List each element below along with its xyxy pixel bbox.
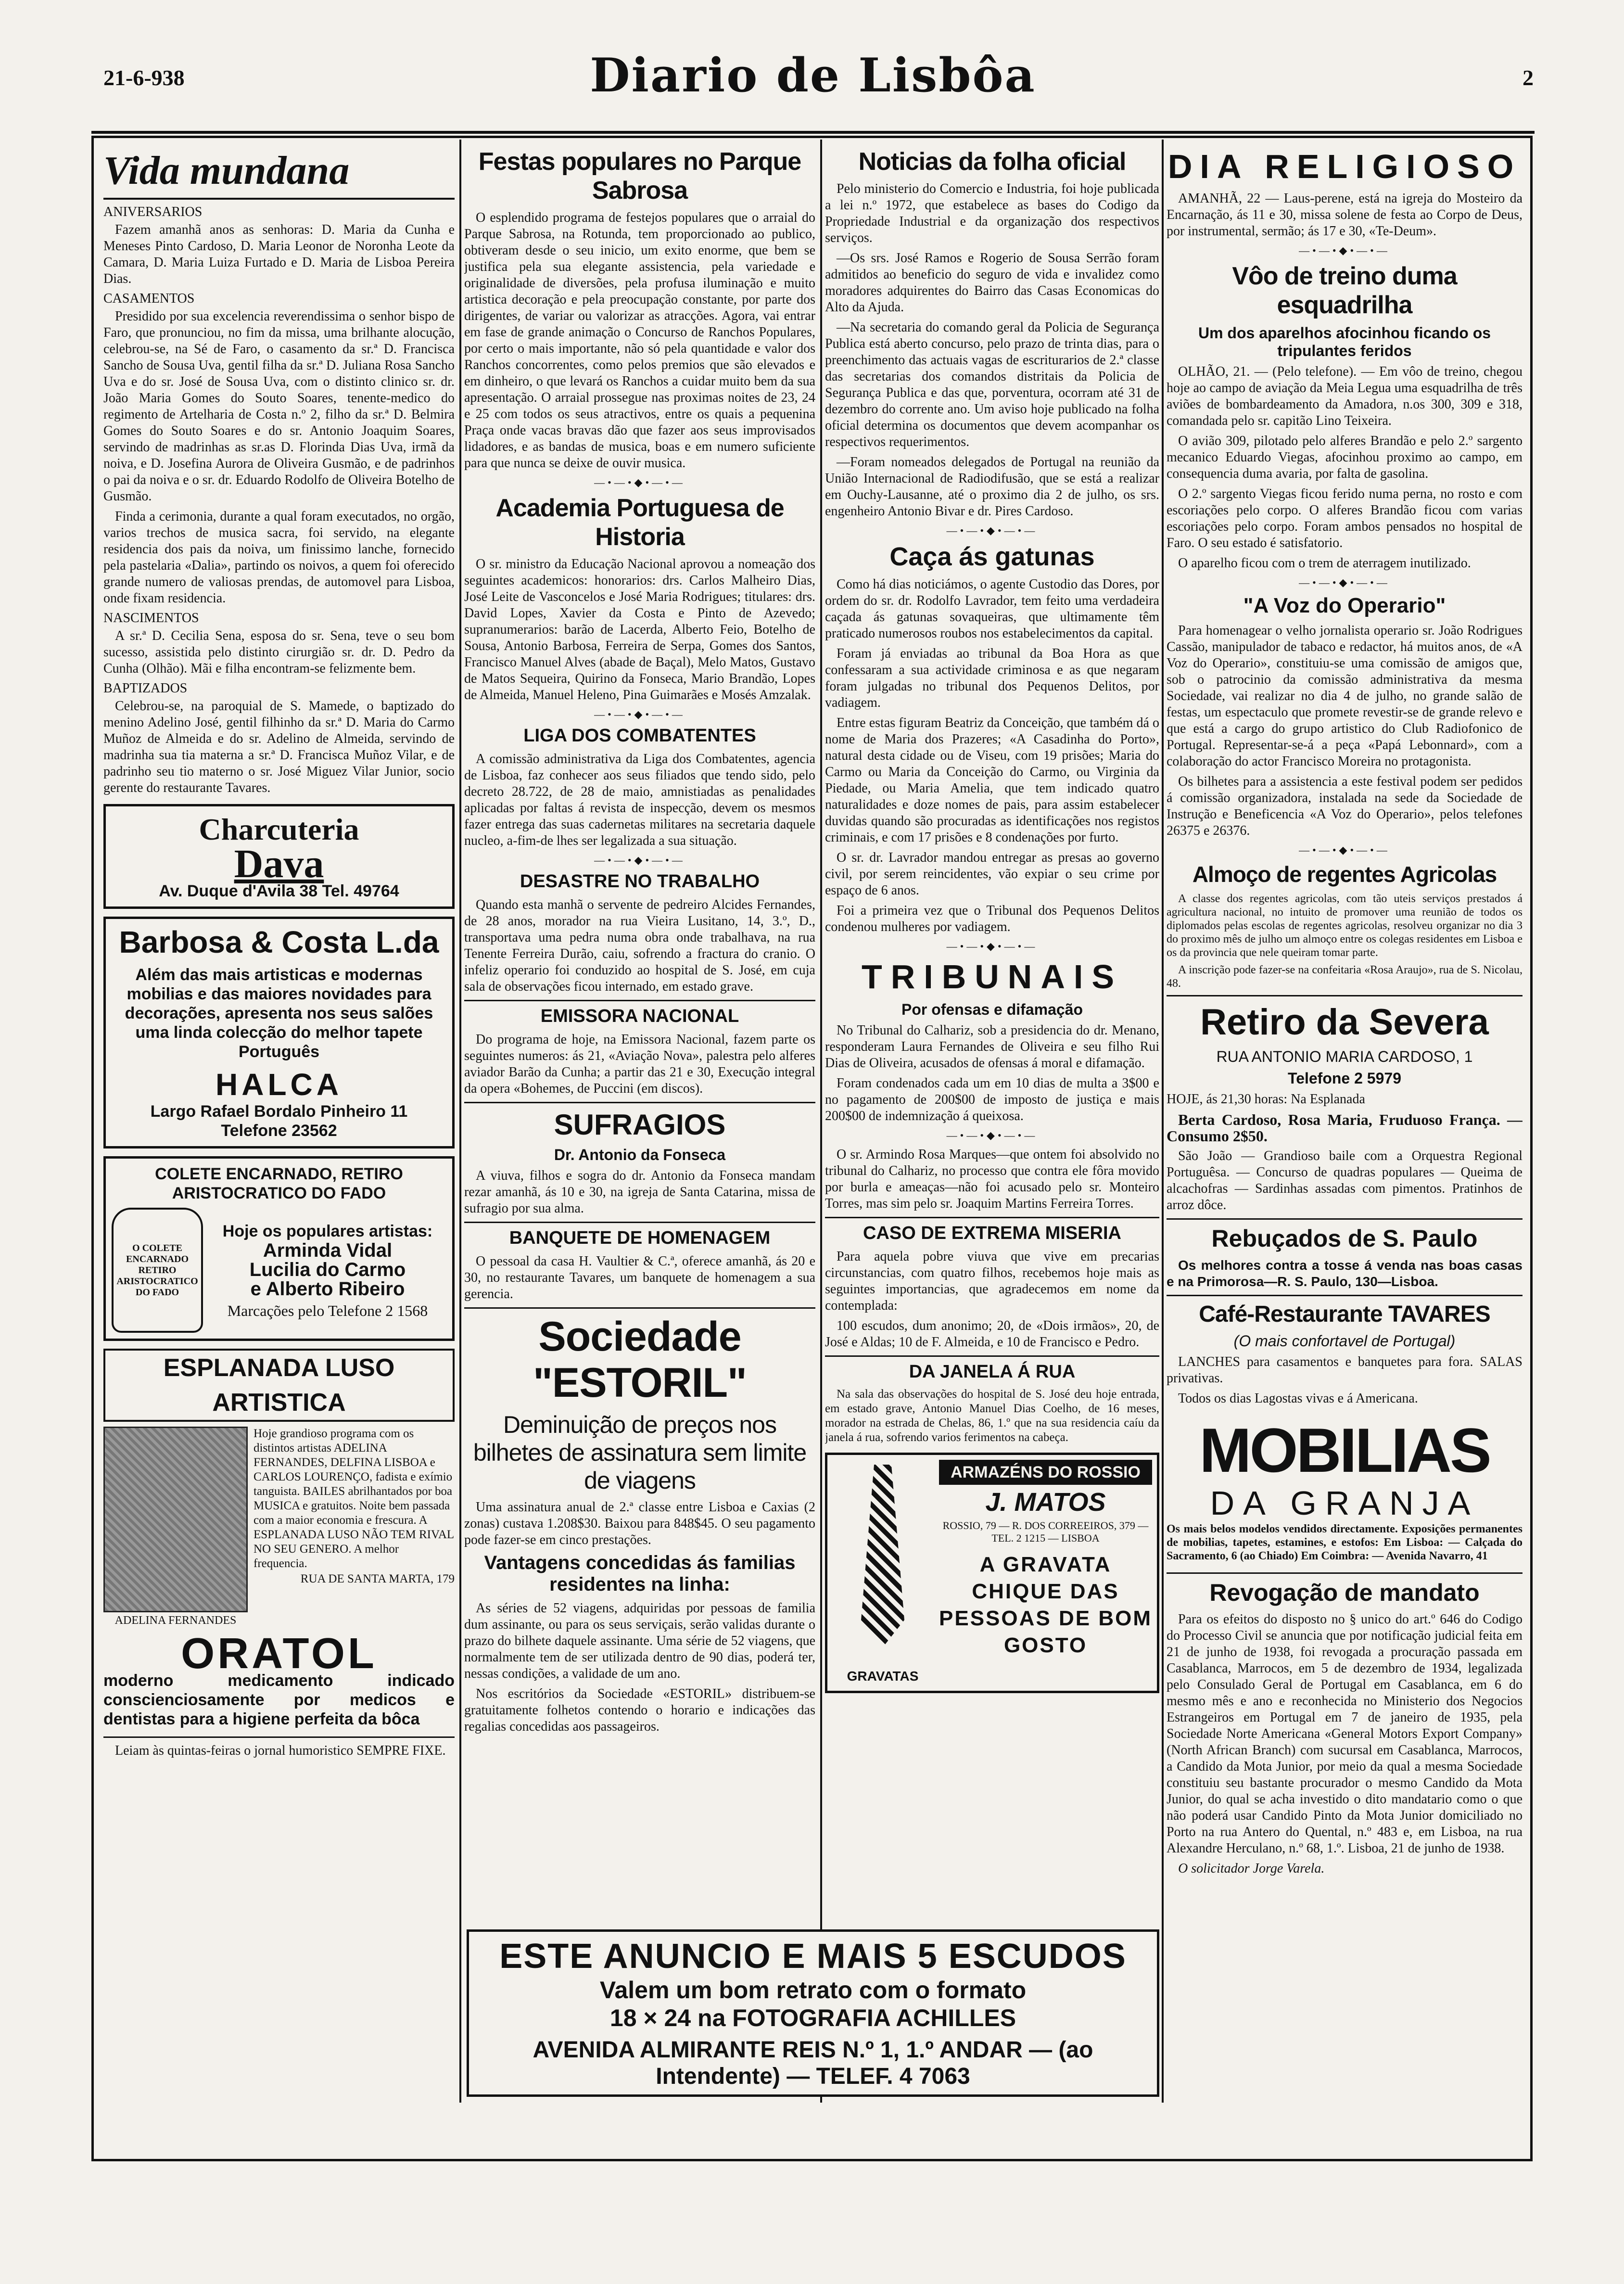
article-text: Presidido por sua excelencia reverendissima o senhor bispo de Faro, que pronunciou, no fim da missa, uma brilhante alocução, celebrou-se, na Sé de Faro, o casamento da sr.ª D. Francisca Sancho de Sousa Uva, gentil filha da sr.ª D. Juliana Rosa Sancho Uva e do sr. José de Sousa Uva, com o distinto clinico sr. dr. João Maria Gomes do Souto Soares, tenente-medico do regimento de Artelharia de Costa n.º 2, filho da sr.ª D. Belmira Gomes do Souto Soares e do sr. Antonio Joaquim Soares, servindo de madrinhas as sr.as D. Florinda Dias Uva, irmã da noiva, e D. Josefina Aurora de Oliveira Gusmão, e de padrinhos o pai da noiva e o sr. dr. Eduardo Rodolfo de Oliveira Botelho de Gusmão. — [103, 309, 455, 504]
signature-text: O solicitador Jorge Varela. — [1178, 1861, 1325, 1876]
ornament-divider: —•—•◆•—•— — [594, 708, 685, 720]
divider — [464, 1000, 815, 1001]
masthead-title: Diario de Lisbôa — [590, 48, 1036, 102]
ad-title: Café-Restaurante TAVARES — [1199, 1301, 1490, 1327]
article-text: 100 escudos, dum anonimo; 20, de «Dois irmãos», 20, de José e Aldas; 10 de F. Almeida, e 10 de Francisco e Pedro. — [825, 1318, 1159, 1350]
article-text: Para os efeitos do disposto no § unico do art.º 646 do Codigo do Processo Civil se anuncia que por notificação judicial feita em 21 de junho de 1938, foi revogada a procuração passada em Casablanca, Marrocos, em 5 de dezembro de 1934, legalizada pelo Consulado Geral de Portugal em Casablanca, em 6 do mesmo mês e ano e reconhecida no Ministerio dos Negocios Estrangeiros em Portugal em 7 de janeiro de 1935, pela Sociedade Norte Americana «General Motors Export Company» (North African Branch) com sucursal em Casablanca, Marrocos, a Candido da Mota Junior, por meio da qual a mesma Sociedade constituiu seu bastante procurador o mesmo Candido da Mota Junior, do qual se acha investido o dito mandatario como o que não poderá usar Candido Pinto da Mota Junior domiciliado no Porto na rua Antero do Quental, n.º 483 e, em Lisboa, na rua Alexandre Herculano, n.º 68, 1.º. Lisboa, 21 de junho de 1938. — [1167, 1612, 1522, 1856]
article-title: Caça ás gatunas — [889, 542, 1095, 571]
article-subtitle: Um dos aparelhos afocinhou ficando os tripulantes feridos — [1198, 324, 1491, 359]
article-text: Celebrou-se, na paroquial de S. Mamede, o baptizado do menino Adelino José, gentil filhinho da sr.ª D. Maria do Carmo Muñoz de Almeida e do sr. Adelino de Almeida, servindo de madrinha sua tia materna a sr.ª D. Francisca Muñoz Vilar, e de padrinho seu tio materno o sr. José Miguez Vilar Junior, socio gerente do restaurante Tavares. — [103, 699, 455, 795]
section-heading: CASAMENTOS — [103, 291, 195, 306]
article-title: EMISSORA NACIONAL — [540, 1006, 739, 1026]
ad-text: São João — Grandioso baile com a Orquestra Regional Portuguêsa. — Concurso de quadras populares — Queima de alcachofras — Sardinhas assadas com pimentos. Pratinhos de arroz dôce. — [1167, 1148, 1522, 1212]
article-text: —Os srs. José Ramos e Rogerio de Sousa Serrão foram admitidos ao beneficio do seguro de vida e invalidez como moradores adquirentes do Bairro das Casas Economicas do Alto da Ajuda. — [825, 251, 1159, 315]
article-text: Do programa de hoje, na Emissora Nacional, fazem parte os seguintes numeros: ás 21, «Aviação Nova», palestra pelo alferes aviador Barão da Cunha; a partir das 21 e 30, Execução integral da opera «Bohemes, de Puccini (em discos). — [464, 1032, 815, 1096]
ad-brand: HALCA — [216, 1067, 343, 1102]
ad-title: Barbosa & Costa L.da — [119, 925, 439, 959]
ad-text: Os melhores contra a tosse á venda nas boas casas e na Primorosa—R. S. Paulo, 130—Lisboa. — [1167, 1258, 1522, 1289]
article-text: Finda a cerimonia, durante a qual foram executados, no orgão, varios trechos de musica sacra, foi servido, na elegante residencia dos pais da noiva, um finissimo lanche, fornecido pela pastelaria «Dalia», partindo os noivos, a quem foi oferecido grande numero de valiosas prendas, de automovel para Lisboa, onde fixam residencia. — [103, 509, 455, 606]
photo-caption: ADELINA FERNANDES — [114, 1614, 237, 1627]
article-text: Fazem amanhã anos as senhoras: D. Maria da Cunha e Meneses Pinto Cardoso, D. Maria Leonor de Noronha Leote da Camara, D. Maria Luiza Furtado e D. Maria de Lisboa Pereira Dias. — [103, 222, 455, 286]
ad-charcuteria — [103, 804, 455, 909]
column-divider — [459, 140, 461, 2103]
column-divider — [1162, 140, 1164, 2103]
article-text: Na sala das observações do hospital de S. José deu hoje entrada, em estado grave, Antonio Manuel Dias Coelho, de 16 meses, morador na estrada de Chelas, 86, 1.º que na sua residencia caíu da janela á rua, sofrendo varios ferimentos na cabeça. — [825, 1388, 1159, 1444]
ad-title: ORATOL — [181, 1630, 377, 1678]
ad-title: Rebuçados de S. Paulo — [1211, 1225, 1478, 1252]
ornament-divider: —•—•◆•—•— — [1299, 576, 1390, 588]
column-4 — [1167, 144, 1522, 2144]
ornament-divider: —•—•◆•—•— — [946, 524, 1038, 536]
ad-phone: Telefone 23562 — [221, 1122, 337, 1140]
article-text: A viuva, filhos e sogra do dr. Antonio da Fonseca mandam rezar amanhã, ás 10 e 30, na igreja de Santa Catarina, missa de sufragio por sua alma. — [464, 1168, 815, 1216]
article-title: Revogação de mandato — [1209, 1579, 1480, 1606]
divider — [103, 1736, 455, 1738]
article-title: Vôo de treino duma esquadrilha — [1232, 262, 1457, 319]
article-text: O sr. dr. Lavrador mandou entregar as presas ao governo civil, por serem reincidentes, vão expiar o seu crime por espaço de 6 anos. — [825, 850, 1159, 898]
article-text: O sr. ministro da Educação Nacional aprovou a nomeação dos seguintes academicos: honorarios: drs. Carlos Malheiro Dias, José Leite de Vasconcelos e José Maria Rodrigues; titulares: drs. David Lopes, Xavier da Costa e Pinto de Azevedo; supranumerarios: barão de Lacerda, Alberto Feio, Botelho de Sousa, Antonio Barbosa, Ferreira de Serpa, Gomes dos Santos, Francisco Manuel Alves (abade de Baçal), Melo Matos, Gustavo de Matos Sequeira, Quirino da Fonseca, Mario Brandão, Lopes de Almeida, Manuel Heleno, Pina Guimarães e Mosés Amzalak. — [464, 557, 815, 702]
ad-text: Além das mais artisticas e modernas mobilias e das maiores novidades para decorações, apresenta nos seus salões uma linda colecção do melhor tapete Português — [125, 966, 433, 1061]
ad-title: COLETE ENCARNADO, RETIRO ARISTOCRATICO DO FADO — [155, 1165, 403, 1202]
article-text: O pessoal da casa H. Vaultier & C.ª, oferece amanhã, ás 20 e 30, no restaurante Tavares, um banquete de homenagem a sua gerencia. — [464, 1254, 815, 1301]
ad-text: LANCHES para casamentos e banquetes para fora. SALAS privativas. — [1167, 1354, 1522, 1386]
ad-address: AVENIDA ALMIRANTE REIS N.º 1, 1.º ANDAR — (ao Intendente) — TELEF. 4 7063 — [533, 2037, 1093, 2089]
section-heading: NASCIMENTOS — [103, 611, 199, 625]
article-title: DIA RELIGIOSO — [1167, 148, 1522, 185]
article-text: Para aquela pobre viuva que vive em precarias circunstancias, com quatro filhos, recebemos hoje mais as seguintes importancias, que agradecemos em nome da contemplada: — [825, 1249, 1159, 1313]
ad-armazens — [825, 1453, 1159, 1693]
ad-artist: Lucilia do Carmo — [249, 1259, 406, 1280]
article-text: O aparelho ficou com o trem de aterragem inutilizado. — [1178, 556, 1471, 571]
article-title: "A Voz do Operario" — [1243, 594, 1446, 617]
ad-oratol — [103, 1630, 455, 1729]
article-text: Foi a primeira vez que o Tribunal dos Pequenos Delitos condenou mulheres por vadiagem. — [825, 903, 1159, 934]
divider — [464, 1307, 815, 1309]
ad-text: Hoje grandioso programa com os distintos artistas ADELINA FERNANDES, DELFINA LISBOA e CARLOS LOURENÇO, fadista e exímio tanguista. BAILES abrilhantados por boa MUSICA e gratuitos. Noite bem passada com a maior economia e frescura. A ESPLANADA LUSO NÃO TEM RIVAL NO SEU GENERO. A melhor frequencia. — [254, 1427, 454, 1570]
divider — [1167, 995, 1522, 996]
article-text: OLHÃO, 21. — (Pelo telefone). — Em vôo de treino, chegou hoje ao campo de aviação da Meia Legua uma esquadrilha de três aviões de bombardeamento da Amadora, n.os 300, 309 e 318, comandada pelo sr. capitão Lino Teixeira. — [1167, 364, 1522, 428]
ad-text: HOJE, ás 21,30 horas: Na Esplanada — [1167, 1092, 1365, 1107]
article-title: SUFRAGIOS — [554, 1109, 726, 1141]
colete-logo: O COLETE ENCARNADO RETIRO ARISTOCRATICO DO FADO — [112, 1208, 203, 1333]
column-2 — [464, 144, 815, 2144]
artist-photo — [103, 1427, 248, 1612]
divider — [825, 1217, 1159, 1218]
article-title: LIGA DOS COMBATENTES — [523, 726, 756, 746]
ad-text: Berta Cardoso, Rosa Maria, Fruduoso França. — Consumo 2$50. — [1167, 1111, 1522, 1145]
section-heading: ANIVERSARIOS — [103, 204, 203, 219]
article-title: TRIBUNAIS — [861, 958, 1123, 995]
article-text: Foram condenados cada um em 10 dias de multa a 3$00 e no pagamento de 200$00 de imposto de justiça e mais 200$00 de indemnização á queixosa. — [825, 1076, 1159, 1123]
ad-mobilias — [1167, 1416, 1522, 1563]
divider — [464, 1222, 815, 1223]
ad-title: Charcuteria — [199, 812, 359, 846]
divider — [464, 1102, 815, 1103]
ad-address: Av. Duque d'Avila 38 Tel. 49764 — [159, 882, 399, 900]
article-text: Pelo ministerio do Comercio e Industria, foi hoje publicada a lei n.º 1972, que estabelece as bases do Codigo da Propriedade Industrial e da organização dos respectivos serviços. — [825, 181, 1159, 245]
ad-artist: Arminda Vidal — [263, 1240, 393, 1261]
article-text: AMANHÃ, 22 — Laus-perene, está na igreja do Mosteiro da Encarnação, ás 11 e 30, missa solene de festa ao Corpo de Deus, por instrumental, sermão; ás 17 e 30, «Te-Deum». — [1167, 191, 1522, 239]
ad-text: As séries de 52 viagens, adquiridas por pessoas de familia dum assinante, ou para os seus serviçais, serão validas durante o prazo do bilhete daquele assinante. Uma série de 52 viagens, que normalmente tem de ser utilizada dentro de 90 dias, poderá ter, nessas condições, a validade de um ano. — [464, 1601, 815, 1681]
article-title: Academia Portuguesa de Historia — [495, 494, 784, 551]
article-text: Como há dias noticiámos, o agente Custodio das Dores, por ordem do sr. dr. Rodolfo Lavrador, tem feito uma verdadeira caçada ás gatunas sovaqueiras, que ultimamente têm praticado numerosos roubos nos estabelecimentos da capital. — [825, 577, 1159, 641]
divider — [1167, 1218, 1522, 1220]
article-title: Vida mundana — [103, 147, 455, 200]
ornament-divider: —•—•◆•—•— — [594, 476, 685, 488]
ad-barbosa — [103, 917, 455, 1148]
divider — [1167, 1572, 1522, 1574]
article-text: O avião 309, pilotado pelo alferes Brandão e pelo 2.º sargento mecanico Eduardo Viegas, afocinhou proximo ao campo, em consequencia duma avaria, por falta de gasolina. — [1167, 434, 1522, 481]
ad-title: Dava — [234, 842, 324, 886]
notice-text: Leiam às quintas-feiras o jornal humoristico SEMPRE FIXE. — [115, 1743, 446, 1758]
article-text: A sr.ª D. Cecilia Sena, esposa do sr. Sena, teve o seu bom sucesso, assistida pelo distinto cirurgião sr. dr. D. Pedro da Cunha (Olhão). Mãi e filha encontram-se felizmente bem. — [103, 628, 455, 676]
ad-text: moderno medicamento indicado conscienciosamente por medicos e dentistas para a higiene perfeita da bôca — [103, 1672, 455, 1728]
ad-title: ESTE ANUNCIO E MAIS 5 ESCUDOS — [499, 1937, 1127, 1976]
tie-illustration — [832, 1460, 933, 1686]
article-text: Foram já enviadas ao tribunal da Boa Hora as que confessaram a sua actividade criminosa e as que negaram foram julgadas no tribunal dos Pequenos Delitos, por vadiagem. — [825, 646, 1159, 710]
ad-subtitle: (O mais confortavel de Portugal) — [1233, 1332, 1456, 1350]
article-title: BANQUETE DE HOMENAGEM — [509, 1228, 771, 1248]
article-title: DA JANELA Á RUA — [909, 1362, 1076, 1382]
ad-phone: Telefone 2 5979 — [1288, 1070, 1401, 1087]
ad-esplanada — [103, 1349, 455, 1629]
article-title: CASO DE EXTREMA MISERIA — [863, 1223, 1121, 1243]
ad-phone: Marcações pelo Telefone 2 1568 — [227, 1302, 428, 1319]
ad-title: ARMAZÉNS DO ROSSIO — [939, 1460, 1152, 1485]
ad-address: ROSSIO, 79 — R. DOS CORREEIROS, 379 — TEL. 2 1215 — LISBOA — [942, 1519, 1149, 1544]
article-text: O sr. Armindo Rosa Marques—que ontem foi absolvido no tribunal do Calhariz, no processo que contra ele fôra movido por burla e ameaças—não foi acusado pelo sr. Monteiro Torres, mas sim pelo sr. Joaquim Martins Ferreira Torres. — [825, 1147, 1159, 1211]
article-text: No Tribunal do Calhariz, sob a presidencia do dr. Menano, responderam Laura Fernandes de Oliveira e seu filho Rui Dias de Oliveira, acusados de ofensas á moral e difamação. — [825, 1023, 1159, 1071]
ornament-divider: —•—•◆•—•— — [594, 854, 685, 866]
ornament-divider: —•—•◆•—•— — [1299, 844, 1390, 856]
ornament-divider: —•—•◆•—•— — [946, 940, 1038, 952]
article-title: Almoço de regentes Agricolas — [1192, 862, 1497, 887]
ad-title: Sociedade "ESTORIL" — [533, 1314, 747, 1406]
ad-slogan: A GRAVATA CHIQUE DAS PESSOAS DE BOM GOSTO — [939, 1553, 1152, 1657]
header-rule — [91, 131, 1535, 134]
ad-title: Retiro da Severa — [1200, 1002, 1489, 1043]
article-text: Quando esta manhã o servente de pedreiro Alcides Fernandes, de 28 anos, morador na rua Vieira Lusitano, 14, 3.º, D., transportava uma pedra numa obra onde trabalhava, na rua Tenente Ferreira Durão, caiu, sofrendo a fractura do cranio. O infeliz operario foi conduzido ao hospital de S. José, em cuja sala de observações ficou internado, em estado grave. — [464, 897, 815, 994]
ad-address: RUA DE SANTA MARTA, 179 — [300, 1572, 455, 1585]
ad-address: Largo Rafael Bordalo Pinheiro 11 — [150, 1102, 408, 1121]
ad-text: Nos escritórios da Sociedade «ESTORIL» distribuem-se gratuitamente folhetos contendo o horario e indicações das regalias concedidas aos passageiros. — [464, 1686, 815, 1734]
article-text: A inscrição pode fazer-se na confeitaria «Rosa Araujo», rua de S. Nicolau, 48. — [1167, 964, 1522, 990]
article-text: A comissão administrativa da Liga dos Combatentes, agencia de Lisboa, faz conhecer aos seus filiados que tendo sido, pelo decreto 28.722, de 28 de maio, amnistiadas as penalidades aplicadas por faltas á revista de inspecção, devem os mesmos fazer entrega das suas cadernetas militares na secretaria daquele nucleo, a-fim-de lhes ser legalizada a sua situação. — [464, 752, 815, 848]
issue-date: 21-6-938 — [103, 65, 185, 90]
article-title: Festas populares no Parque Sabrosa — [478, 148, 801, 204]
ad-colete — [103, 1156, 455, 1341]
ad-title: ESPLANADA LUSO ARTISTICA — [103, 1349, 455, 1422]
article-text: O 2.º sargento Viegas ficou ferido numa perna, no rosto e com escoriações pelo corpo. O alferes Brandão ficou com varias escoriações pelo corpo. Foram ambos pensados no hospital de Faro. O seu estado é satisfatorio. — [1167, 486, 1522, 550]
ad-artist: e Alberto Ribeiro — [250, 1278, 405, 1300]
ad-heading: Vantagens concedidas ás familias residentes na linha: — [484, 1552, 796, 1595]
article-text: —Foram nomeados delegados de Portugal na reunião da União Internacional de Radiodifusão, que se está a realizar em Ouchy-Lausanne, até o proximo dia 2 de julho, os srs. engenheiro Antonio Bivar e dr. Pires Cardoso. — [825, 455, 1159, 519]
column-3 — [825, 144, 1159, 2144]
ad-text: Todos os dias Lagostas vivas e á Americana. — [1178, 1391, 1418, 1406]
ad-title: MOBILIAS — [1199, 1415, 1490, 1485]
ad-subtitle: Deminuição de preços nos bilhetes de assinatura sem limite de viagens — [473, 1411, 807, 1494]
column-1 — [103, 144, 455, 2144]
divider — [825, 1355, 1159, 1357]
article-text: Entre estas figuram Beatriz da Conceição, que também dá o nome de Maria dos Prazeres; «A Casadinha do Porto», natural desta cidade ou de Viseu, com 19 prisões; Maria do Carmo ou Maria da Conceição do Carmo, ou Virginia da Piedade, ou Maria Amelia, que tem indicado quatro naturalidades e doze nomes de pais, para assim estabelecer duvidas quando são procuradas as identificações nos registos criminais, e com 17 prisões e 8 condenações por furto. — [825, 715, 1159, 845]
article-text: Para homenagear o velho jornalista operario sr. João Rodrigues Cassão, manipulador de tabaco e redactor, há muitos anos, de «A Voz do Operario», constituiu-se uma comissão de amigos que, sob o patrocinio da comissão administrativa da mesma Sociedade, vai realizar no dia 4 de julho, no grande salão de festas, um espectaculo que promete revestir-se de grande relevo e que está a cargo do grupo artistico do Club Radiofonico de Portugal. Representar-se-á a peça «Papá Lebonnard», com a colaboração do actor Francisco Moreira no protagonista. — [1167, 623, 1522, 769]
article-subtitle: Por ofensas e difamação — [901, 1001, 1083, 1018]
article-text: O esplendido programa de festejos populares que o arraial do Parque Sabrosa, na Rotunda, tem proporcionado ao publico, obtiveram desde o seu inicio, um exito enorme, que bem se justifica pela sua elegante assistencia, pela variedade e originalidade de diversões, pela profusa iluminação e muito artistica decoração e pela preocupação constante, por parte dos dirigentes, de variar ou valorizar as atracções. Agora, vai entrar em fase de grande animação o Concurso de Ranchos Populares, por certo o mais importante, não só pela quantidade e valor dos Ranchos concorrentes, como pelos premios que são elevados e em dinheiro, o que levará os Ranchos a cuidar muito bem da sua apresentação. O arraial prossegue nas proximas noites de 23, 24 e 25 com todos os seus atractivos, entre os quais a pequenina Praça onde vacas bravas dão que fazer aos seus improvisados lidadores, e as bandas de musica, boas e em numero suficiente para que nunca se deixe de ouvir musica. — [464, 210, 815, 471]
article-title: Noticias da folha oficial — [858, 148, 1126, 176]
article-text: A classe dos regentes agricolas, com tão uteis serviços prestados á agricultura nacional, no intuito de promover uma reunião de todos os diplomados pelas escolas de regentes agricolas, resolveu organizar no dia 3 do proximo mês de julho um almoço entre os colegas residentes em Lisboa e os da provincia que nele queiram tomar parte. — [1167, 893, 1522, 959]
ornament-divider: —•—•◆•—•— — [946, 1129, 1038, 1141]
ad-brand: J. MATOS — [985, 1488, 1106, 1517]
article-title: DESASTRE NO TRABALHO — [520, 871, 760, 892]
ad-subtitle: DA GRANJA — [1210, 1484, 1479, 1522]
article-text: Os bilhetes para a assistencia a este festival podem ser pedidos á comissão organizadora, instalada na sede da Sociedade de Instrução e Beneficencia «A Voz do Operario», pelos telefones 26375 e 26376. — [1167, 774, 1522, 838]
ad-text: 18 × 24 na FOTOGRAFIA ACHILLES — [609, 2004, 1016, 2031]
ad-text: Os mais belos modelos vendidos directamente. Exposições permanentes de mobilias, tapetes, estamines, e estofos: Em Lisboa: — Calçada do Sacramento, 6 (ao Chiado) Em Coimbra: — Avenida Navarro, 41 — [1167, 1523, 1522, 1562]
page-number: 2 — [1522, 65, 1534, 90]
ad-text: Hoje os populares artistas: — [222, 1222, 433, 1240]
article-text: —Na secretaria do comando geral da Policia de Segurança Publica está aberto concurso, pelo prazo de trinta dias, para o preenchimento das actuais vagas de escriturarios de 2.ª classe das secretarias dos comandos distritais da Policia de Segurança Publica e das que, porventura, ocorram até 31 de dezembro do corrente ano. Um aviso hoje publicado na folha oficial determina os documentos que devem acompanhar os respectivos requerimentos. — [825, 320, 1159, 449]
ad-retiro — [1167, 1001, 1522, 1213]
ad-address: RUA ANTONIO MARIA CARDOSO, 1 — [1216, 1048, 1473, 1065]
divider — [1167, 1295, 1522, 1296]
ad-text: Uma assinatura anual de 2.ª classe entre Lisboa e Caxias (2 zonas) custava 1.208$30. Baixou para 848$45. O seu pagamento pode fazer-se em cinco prestações. — [464, 1500, 815, 1547]
column-divider — [820, 140, 822, 2103]
article-subtitle: Dr. Antonio da Fonseca — [554, 1146, 726, 1163]
section-heading: BAPTIZADOS — [103, 681, 188, 696]
ad-text: Valem um bom retrato com o formato — [599, 1977, 1027, 2003]
ornament-divider: —•—•◆•—•— — [1299, 244, 1390, 256]
ad-label: GRAVATAS — [847, 1669, 919, 1684]
ad-fotografia-achilles — [467, 1929, 1159, 2097]
